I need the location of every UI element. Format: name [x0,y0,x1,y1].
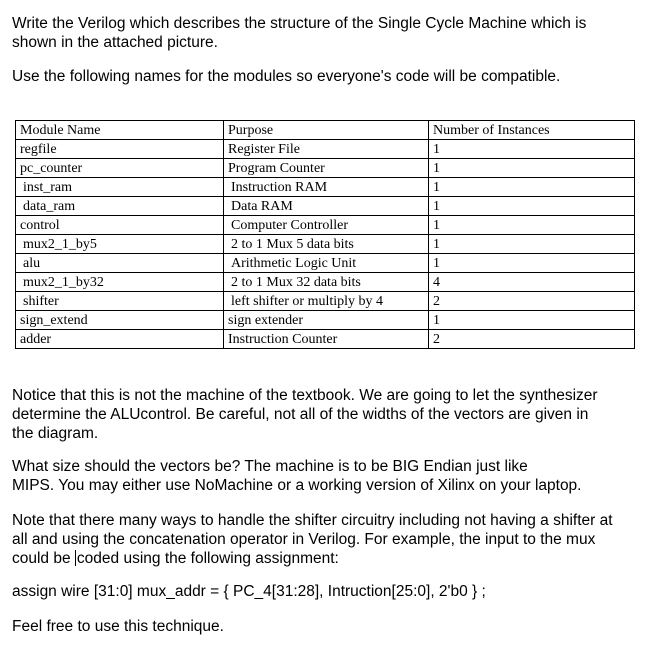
shifter-note-paragraph [12,511,637,568]
header-number-of-instances: Number of Instances [429,121,635,140]
purpose-cell: 2 to 1 Mux 5 data bits [224,235,429,254]
module-name-cell: shifter [16,292,224,311]
instances-cell: 1 [429,216,635,235]
module-name-cell: sign_extend [16,311,224,330]
instances-cell: 1 [429,235,635,254]
purpose-cell: sign extender [224,311,429,330]
closing-line: Feel free to use this technique. [12,618,224,635]
table-row [16,159,635,178]
instances-cell: 2 [429,330,635,349]
header-module-name: Module Name [16,121,224,140]
vectors-line-1: What size should the vectors be? The machine is to be BIG Endian just like [12,458,528,475]
notice-line-3: the diagram. [12,425,99,442]
table-row [16,330,635,349]
instances-cell: 2 [429,292,635,311]
intro-paragraph [12,14,637,52]
shifter-note-line-3-start: could be [12,550,75,567]
table-row [16,254,635,273]
instances-cell: 1 [429,254,635,273]
names-instruction: Use the following names for the modules so everyone's code will be compatible. [12,68,561,85]
purpose-cell: Data RAM [224,197,429,216]
purpose-cell: left shifter or multiply by 4 [224,292,429,311]
instances-cell: 4 [429,273,635,292]
module-name-cell: mux2_1_by5 [16,235,224,254]
notice-line-2: determine the ALUcontrol. Be careful, not all of the widths of the vectors are given in [12,406,589,423]
table-row [16,216,635,235]
notice-paragraph [12,386,637,443]
module-name-cell: data_ram [16,197,224,216]
instances-cell: 1 [429,197,635,216]
purpose-cell: 2 to 1 Mux 32 data bits [224,273,429,292]
module-name-cell: control [16,216,224,235]
purpose-cell: Arithmetic Logic Unit [224,254,429,273]
module-name-cell: alu [16,254,224,273]
assignment-line: assign wire [31:0] mux_addr = { PC_4[31:28], Intruction[25:0], 2'b0 } ; [12,583,486,600]
intro-line-1: Write the Verilog which describes the structure of the Single Cycle Machine which is [12,15,587,32]
table-header-row [16,121,635,140]
table-row [16,197,635,216]
module-table [15,120,635,349]
instances-cell: 1 [429,140,635,159]
table-row [16,273,635,292]
table-row [16,140,635,159]
purpose-cell: Instruction RAM [224,178,429,197]
shifter-note-line-1: Note that there many ways to handle the shifter circuitry including not having a shifter at [12,512,613,529]
intro-line-2: shown in the attached picture. [12,34,218,51]
header-purpose: Purpose [224,121,429,140]
module-name-cell: inst_ram [16,178,224,197]
notice-line-1: Notice that this is not the machine of the textbook. We are going to let the synthesizer [12,387,598,404]
text-cursor [75,550,76,566]
module-name-cell: adder [16,330,224,349]
instances-cell: 1 [429,159,635,178]
instances-cell: 1 [429,178,635,197]
table-row [16,311,635,330]
vectors-line-2: MIPS. You may either use NoMachine or a working version of Xilinx on your laptop. [12,477,582,494]
vectors-paragraph [12,457,637,495]
shifter-note-line-2: all and using the concatenation operator in Verilog. For example, the input to the mux [12,531,596,548]
purpose-cell: Program Counter [224,159,429,178]
table-row [16,178,635,197]
purpose-cell: Computer Controller [224,216,429,235]
table-row [16,235,635,254]
module-name-cell: regfile [16,140,224,159]
instances-cell: 1 [429,311,635,330]
shifter-note-line-3-end: coded using the following assignment: [76,550,339,567]
purpose-cell: Instruction Counter [224,330,429,349]
table-row [16,292,635,311]
module-name-cell: pc_counter [16,159,224,178]
module-name-cell: mux2_1_by32 [16,273,224,292]
purpose-cell: Register File [224,140,429,159]
